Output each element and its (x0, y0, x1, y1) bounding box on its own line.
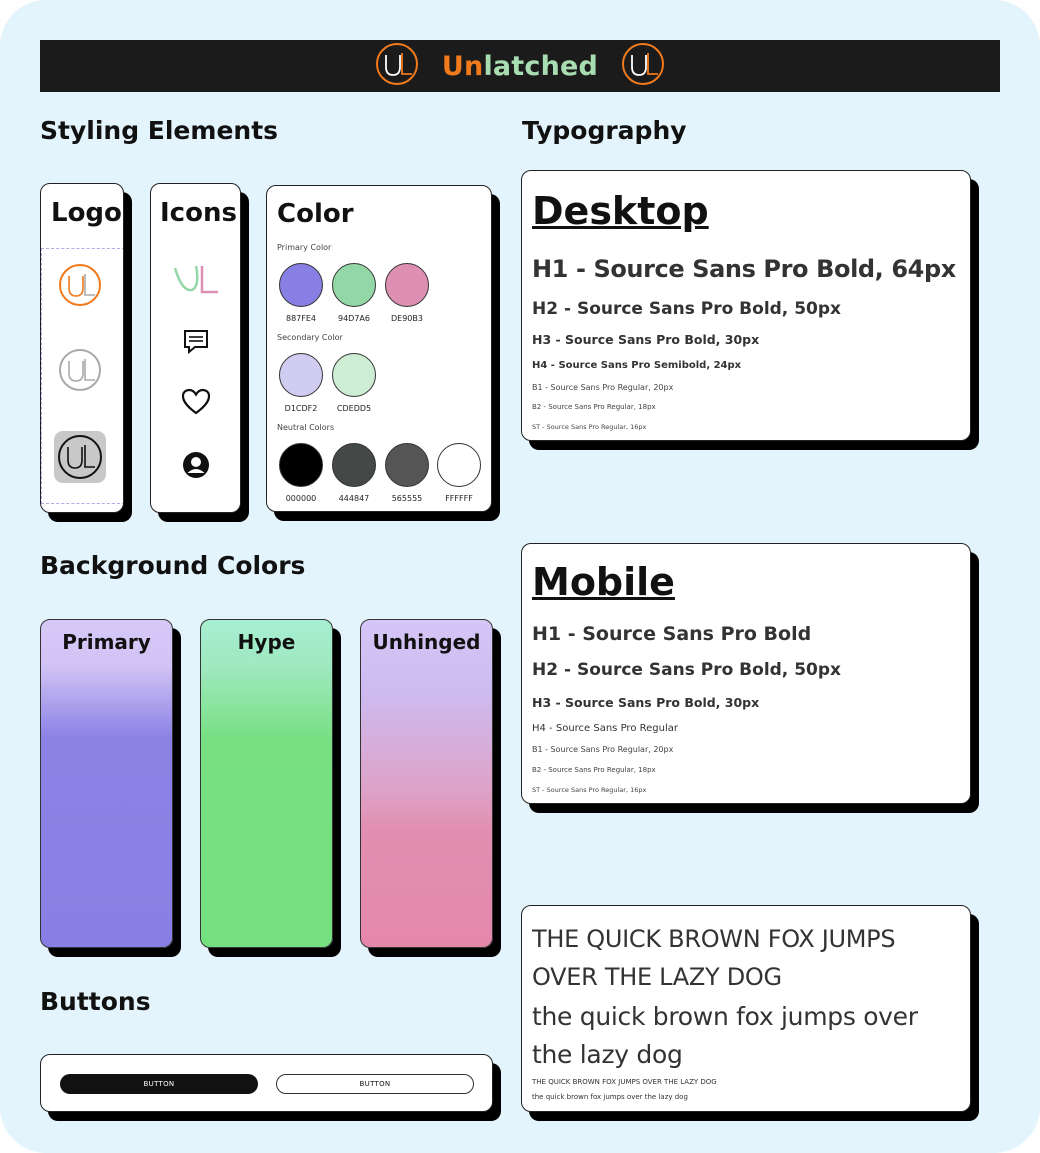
background-hype-title: Hype (237, 630, 296, 654)
ul-logo-icon (620, 41, 666, 91)
pangram-uppercase-small: THE QUICK BROWN FOX JUMPS OVER THE LAZY DOG (532, 1078, 717, 1086)
heart-icon (181, 388, 211, 420)
logo-card-title: Logo (51, 198, 122, 228)
swatch-ffffff (437, 443, 481, 487)
logo-card (40, 183, 124, 513)
color-card (266, 185, 492, 512)
desktop-h1-sample: H1 - Source Sans Pro Bold, 64px (532, 255, 956, 283)
neutral-colors-label: Neutral Colors (277, 423, 335, 432)
swatch-hex-label: DE90B3 (391, 314, 423, 323)
typography-mobile-card (521, 543, 971, 804)
desktop-h4-sample: H4 - Source Sans Pro Semibold, 24px (532, 360, 742, 371)
mobile-h3-sample: H3 - Source Sans Pro Bold, 30px (532, 695, 760, 710)
mobile-st-sample: ST - Source Sans Pro Regular, 16px (532, 786, 647, 794)
background-unhinged-card (360, 619, 493, 948)
ul-monogram-icon (172, 264, 220, 300)
swatch-hex-label: FFFFFF (445, 494, 473, 503)
mobile-b1-sample: B1 - Source Sans Pro Regular, 20px (532, 745, 674, 754)
ul-logo-icon (374, 41, 420, 91)
swatch-hex-label: 94D7A6 (338, 314, 370, 323)
mobile-h2-sample: H2 - Source Sans Pro Bold, 50px (532, 660, 841, 680)
brand-prefix: Un (441, 50, 484, 82)
background-unhinged-title: Unhinged (372, 630, 481, 654)
brand-suffix: latched (483, 50, 599, 82)
mobile-h4-sample: H4 - Source Sans Pro Regular (532, 723, 678, 734)
background-primary-title: Primary (62, 630, 151, 654)
swatch-565555 (385, 443, 429, 487)
pangram-card (521, 905, 971, 1112)
pangram-uppercase-large: THE QUICK BROWN FOX JUMPS OVER THE LAZY DOG (532, 925, 896, 991)
swatch-de90b3 (385, 263, 429, 307)
gray-ring-logo-icon (57, 347, 103, 397)
swatch-hex-label: CDEDD5 (336, 404, 372, 413)
icons-card-title: Icons (160, 198, 237, 228)
desktop-b1-sample: B1 - Source Sans Pro Regular, 20px (532, 383, 674, 392)
dark-app-logo-icon (54, 431, 106, 483)
desktop-h3-sample: H3 - Source Sans Pro Bold, 30px (532, 332, 760, 347)
swatch-cdedd5 (332, 353, 376, 397)
swatch-hex-label: D1CDF2 (284, 404, 318, 413)
mobile-b2-sample: B2 - Source Sans Pro Regular, 18px (532, 766, 656, 774)
swatch-hex-label: 565555 (391, 494, 423, 503)
swatch-444847 (332, 443, 376, 487)
orange-ring-logo-icon (57, 262, 103, 312)
icons-card (150, 183, 241, 513)
buttons-card (40, 1054, 493, 1112)
section-title-buttons: Buttons (40, 987, 151, 1016)
swatch-000000 (279, 443, 323, 487)
pangram-lowercase-small: the quick brown fox jumps over the lazy dog (532, 1093, 688, 1101)
pangram-lowercase-large: the quick brown fox jumps over the lazy dog (532, 1002, 918, 1069)
section-title-typography: Typography (522, 116, 687, 145)
swatch-hex-label: 887FE4 (285, 314, 316, 323)
swatch-94d7a6 (332, 263, 376, 307)
primary-color-label: Primary Color (277, 243, 332, 252)
color-card-title: Color (277, 199, 354, 229)
secondary-color-label: Secondary Color (277, 333, 343, 342)
background-primary-card (40, 619, 173, 948)
chat-icon (183, 329, 209, 359)
typography-desktop-card (521, 170, 971, 441)
mobile-title: Mobile (532, 560, 675, 604)
desktop-b2-sample: B2 - Source Sans Pro Regular, 18px (532, 403, 656, 411)
desktop-title: Desktop (532, 189, 709, 233)
background-hype-card (200, 619, 333, 948)
swatch-d1cdf2 (279, 353, 323, 397)
profile-icon (182, 451, 210, 483)
desktop-st-sample: ST - Source Sans Pro Regular, 16px (532, 423, 647, 431)
swatch-887fe4 (279, 263, 323, 307)
header-bar (40, 40, 1000, 92)
outline-button[interactable]: BUTTON (276, 1074, 474, 1094)
swatch-hex-label: 000000 (285, 494, 317, 503)
swatch-hex-label: 444847 (338, 494, 370, 503)
section-title-background-colors: Background Colors (40, 551, 306, 580)
section-title-styling-elements: Styling Elements (40, 116, 279, 145)
filled-button[interactable]: BUTTON (60, 1074, 258, 1094)
desktop-h2-sample: H2 - Source Sans Pro Bold, 50px (532, 299, 841, 319)
mobile-h1-sample: H1 - Source Sans Pro Bold (532, 623, 812, 645)
brand-name (442, 51, 598, 82)
